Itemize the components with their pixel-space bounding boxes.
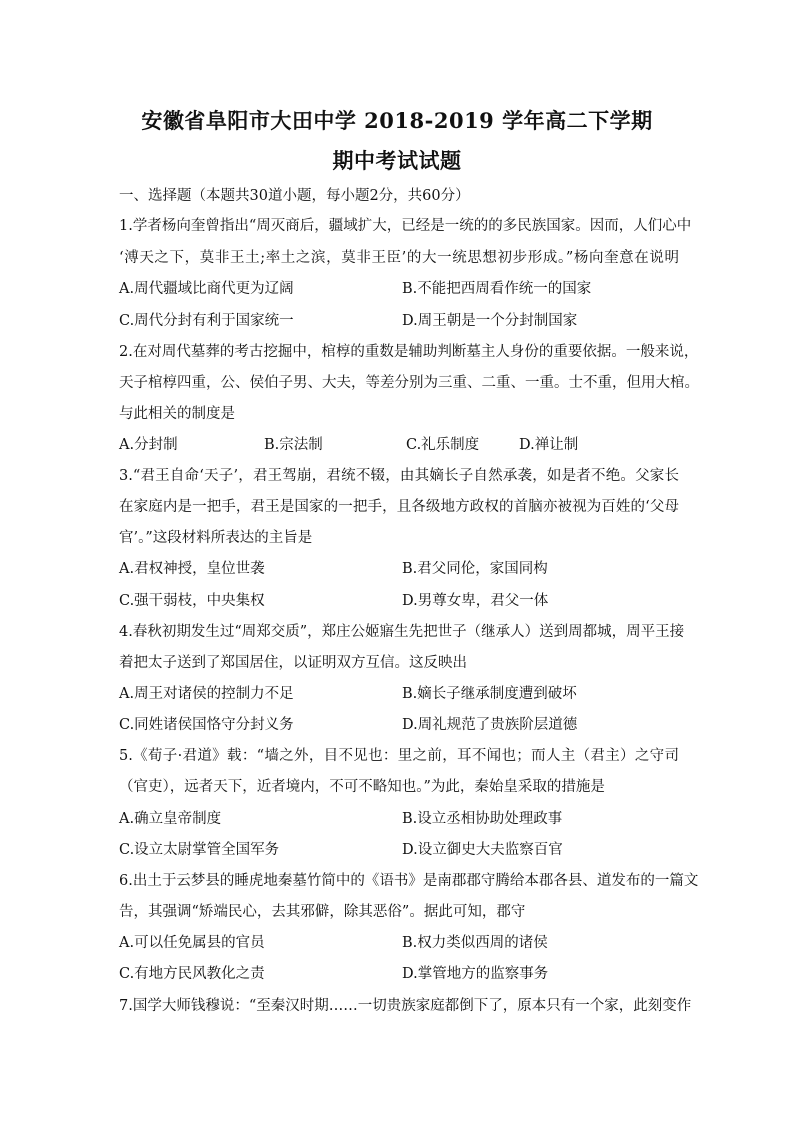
question-2-line-1: 2.在对周代墓葬的考古挖掘中，棺椁的重数是辅助判断墓主人身份的重要依据。一般来说， [119, 344, 699, 360]
question-1-option-b: B.不能把西周看作统一的国家 [402, 281, 592, 297]
question-4-line-2: 着把太子送到了郑国居住，以证明双方互信。这反映出 [119, 655, 467, 671]
exam-subtitle: 期中考试试题 [332, 148, 462, 173]
question-6-option-b: B.权力类似西周的诸侯 [402, 935, 548, 951]
question-2-option-d: D.禅让制 [519, 437, 579, 453]
question-1-option-d: D.周王朝是一个分封制国家 [402, 313, 578, 329]
question-1-line-2: ‘溥天之下，莫非王土;率土之滨，莫非王臣’的大一统思想初步形成。”杨向奎意在说明 [119, 250, 679, 266]
question-5-line-2: （官吏），远者天下，近者境内，不可不略知也。”为此，秦始皇采取的措施是 [119, 779, 605, 795]
question-5-line-1: 5.《荀子·君道》载：“墙之外，目不见也：里之前，耳不闻也；而人主（君主）之守司 [119, 748, 679, 764]
question-5-option-c: C.设立太尉掌管全国军务 [119, 842, 280, 858]
section-heading: 一、选择题（本题共30道小题，每小题2分，共60分） [119, 188, 470, 204]
question-4-line-1: 4.春秋初期发生过“周郑交质”，郑庄公姬寤生先把世子（继承人）送到周都城，周平王接 [119, 624, 685, 640]
question-6-line-2: 告，其强调“矫端民心，去其邪僻，除其恶俗”。据此可知，郡守 [119, 904, 526, 920]
question-3-option-d: D.男尊女卑，君父一体 [402, 593, 549, 609]
question-3-line-2: 在家庭内是一把手，君王是国家的一把手，且各级地方政权的首脑亦被视为百姓的‘父母 [119, 499, 679, 515]
question-5-option-a: A.确立皇帝制度 [119, 811, 222, 827]
question-6-line-1: 6.出土于云梦县的睡虎地秦墓竹简中的《语书》是南郡郡守腾给本郡各县、道发布的一篇文 [119, 873, 699, 889]
question-1-line-1: 1.学者杨向奎曾指出“周灭商后，疆域扩大，已经是一统的的多民族国家。因而，人们心中 [119, 218, 692, 234]
question-3-line-1: 3.“君王自命‘天子’，君王驾崩，君统不辍，由其嫡长子自然承袭，如是者不绝。父家长 [119, 468, 679, 484]
question-3-option-c: C.强干弱枝，中央集权 [119, 593, 265, 609]
question-6-option-a: A.可以任免属县的官员 [119, 935, 265, 951]
question-5-option-b: B.设立丞相协助处理政事 [402, 811, 563, 827]
question-7-line-1: 7.国学大师钱穆说：“至秦汉时期……一切贵族家庭都倒下了，原本只有一个家，此刻变作 [119, 998, 692, 1014]
question-2-option-c: C.礼乐制度 [406, 437, 480, 453]
exam-title: 安徽省阜阳市大田中学 2018-2019 学年高二下学期 [141, 108, 653, 133]
question-3-option-b: B.君父同伦，家国同构 [402, 561, 548, 577]
question-3-option-a: A.君权神授，皇位世袭 [119, 561, 265, 577]
question-2-option-b: B.宗法制 [264, 437, 323, 453]
question-4-option-b: B.嫡长子继承制度遭到破坏 [402, 686, 577, 702]
question-2-option-a: A.分封制 [119, 437, 178, 453]
question-1-option-a: A.周代疆域比商代更为辽阔 [119, 281, 294, 297]
question-1-option-c: C.周代分封有利于国家统一 [119, 313, 294, 329]
question-4-option-c: C.同姓诸侯国恪守分封义务 [119, 717, 294, 733]
question-2-line-3: 与此相关的制度是 [119, 406, 235, 422]
question-4-option-a: A.周王对诸侯的控制力不足 [119, 686, 294, 702]
question-6-option-c: C.有地方民风教化之责 [119, 966, 265, 982]
question-2-line-2: 天子棺椁四重，公、侯伯子男、大夫，等差分别为三重、二重、一重。士不重，但用大棺。 [119, 375, 699, 391]
question-6-option-d: D.掌管地方的监察事务 [402, 966, 549, 982]
question-5-option-d: D.设立御史大夫监察百官 [402, 842, 563, 858]
question-4-option-d: D.周礼规范了贵族阶层道德 [402, 717, 578, 733]
question-3-line-3: 官’。”这段材料所表达的主旨是 [119, 530, 313, 546]
